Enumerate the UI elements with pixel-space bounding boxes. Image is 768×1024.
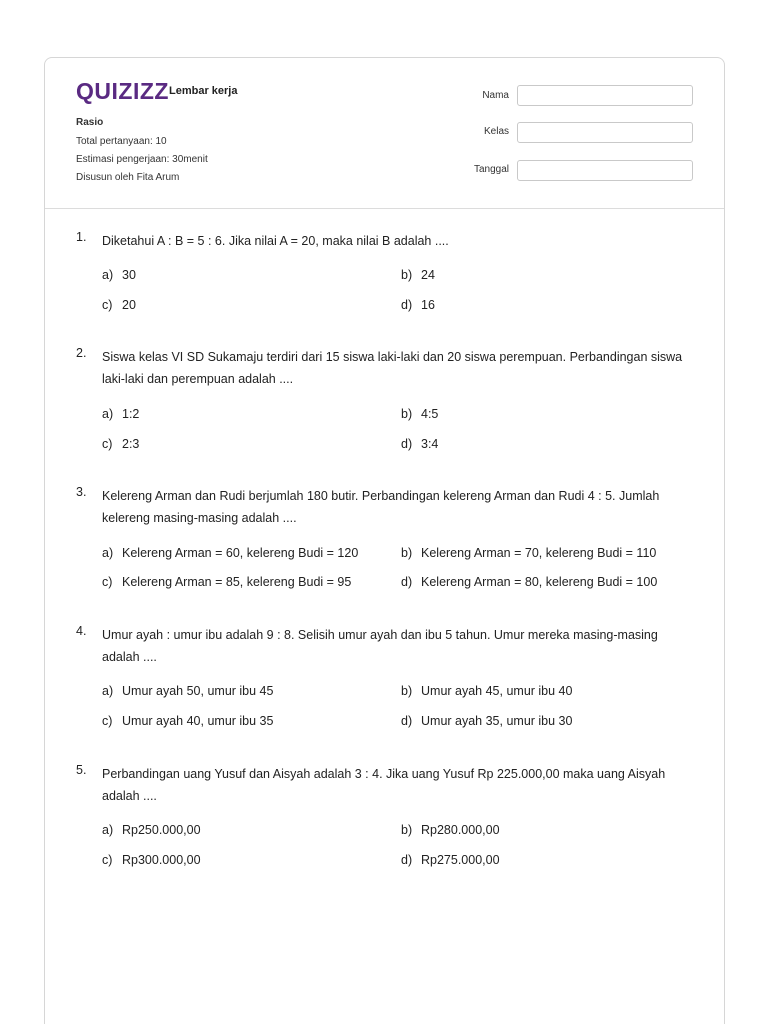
worksheet-header xyxy=(45,58,724,209)
option-3b[interactable] xyxy=(401,546,656,560)
option-text: Umur ayah 45, umur ibu 40 xyxy=(421,684,573,698)
option-letter: d) xyxy=(401,298,413,312)
option-text: Umur ayah 35, umur ibu 30 xyxy=(421,714,573,728)
option-text: 30 xyxy=(122,268,136,282)
question-number: 5. xyxy=(76,763,87,777)
option-letter: c) xyxy=(102,714,113,728)
option-letter: c) xyxy=(102,853,113,867)
option-text: 20 xyxy=(122,298,136,312)
question-text: Siswa kelas VI SD Sukamaju terdiri dari 15 siswa laki-laki dan 20 siswa perempuan. Perbandingan siswa laki-laki dan perempuan adalah .... xyxy=(102,350,683,386)
option-text: Kelereng Arman = 80, kelereng Budi = 100 xyxy=(421,575,658,589)
date-input[interactable] xyxy=(517,160,693,181)
option-3d[interactable] xyxy=(401,575,657,589)
option-letter: c) xyxy=(102,298,113,312)
total-questions: Total pertanyaan: 10 xyxy=(76,136,167,147)
option-text: 16 xyxy=(421,298,435,312)
option-1d[interactable] xyxy=(401,298,435,312)
option-letter: d) xyxy=(401,853,413,867)
option-letter: a) xyxy=(102,407,114,421)
option-1b[interactable] xyxy=(401,268,435,282)
option-5d[interactable] xyxy=(401,853,500,867)
option-2a[interactable] xyxy=(102,407,139,421)
worksheet-card xyxy=(44,57,725,1024)
question-text: Diketahui A : B = 5 : 6. Jika nilai A = 20, maka nilai B adalah .... xyxy=(102,234,449,248)
option-letter: b) xyxy=(401,546,413,560)
quizizz-logo: QUIZIZZ xyxy=(76,78,169,104)
option-text: 4:5 xyxy=(421,407,439,421)
option-2d[interactable] xyxy=(401,437,438,451)
option-text: Umur ayah 40, umur ibu 35 xyxy=(122,714,274,728)
option-letter: d) xyxy=(401,714,413,728)
name-input[interactable] xyxy=(517,85,693,106)
option-text: Rp300.000,00 xyxy=(122,853,201,867)
option-text: Umur ayah 50, umur ibu 45 xyxy=(122,684,274,698)
option-letter: b) xyxy=(401,407,413,421)
class-input[interactable] xyxy=(517,122,693,143)
question-number: 3. xyxy=(76,485,87,499)
option-letter: c) xyxy=(102,437,113,451)
option-letter: c) xyxy=(102,575,113,589)
date-label: Tanggal xyxy=(473,164,509,175)
option-letter: a) xyxy=(102,268,114,282)
question-text: Perbandingan uang Yusuf dan Aisyah adalah 3 : 4. Jika uang Yusuf Rp 225.000,00 maka uang Aisyah adalah .... xyxy=(102,767,666,803)
question-number: 4. xyxy=(76,624,87,638)
option-text: Kelereng Arman = 60, kelereng Budi = 120 xyxy=(122,546,359,560)
option-text: Rp250.000,00 xyxy=(122,823,201,837)
class-label: Kelas xyxy=(483,126,509,137)
option-letter: b) xyxy=(401,684,413,698)
option-text: 1:2 xyxy=(122,407,140,421)
option-letter: d) xyxy=(401,575,413,589)
option-1c[interactable] xyxy=(102,298,136,312)
option-text: Kelereng Arman = 70, kelereng Budi = 110 xyxy=(421,546,657,560)
option-2c[interactable] xyxy=(102,437,139,451)
option-text: Kelereng Arman = 85, kelereng Budi = 95 xyxy=(122,575,352,589)
option-text: 3:4 xyxy=(421,437,439,451)
option-4b[interactable] xyxy=(401,684,572,698)
option-letter: b) xyxy=(401,268,413,282)
option-5c[interactable] xyxy=(102,853,201,867)
option-letter: b) xyxy=(401,823,413,837)
option-4a[interactable] xyxy=(102,684,273,698)
worksheet-label: Lembar kerja xyxy=(169,85,238,97)
question-number: 2. xyxy=(76,346,87,360)
option-4c[interactable] xyxy=(102,714,273,728)
question-number: 1. xyxy=(76,230,87,244)
option-letter: a) xyxy=(102,546,114,560)
option-5b[interactable] xyxy=(401,823,500,837)
option-text: 24 xyxy=(421,268,435,282)
option-text: Rp280.000,00 xyxy=(421,823,500,837)
worksheet-title: Rasio xyxy=(76,117,104,128)
option-letter: a) xyxy=(102,684,114,698)
author: Disusun oleh Fita Arum xyxy=(76,172,180,183)
question-text: Umur ayah : umur ibu adalah 9 : 8. Selisih umur ayah dan ibu 5 tahun. Umur mereka masing-masing adalah .... xyxy=(102,628,658,664)
time-estimate: Estimasi pengerjaan: 30menit xyxy=(76,154,208,165)
option-1a[interactable] xyxy=(102,268,136,282)
option-2b[interactable] xyxy=(401,407,438,421)
option-5a[interactable] xyxy=(102,823,201,837)
option-3a[interactable] xyxy=(102,546,358,560)
name-label: Nama xyxy=(482,90,509,101)
option-letter: d) xyxy=(401,437,413,451)
question-text: Kelereng Arman dan Rudi berjumlah 180 butir. Perbandingan kelereng Arman dan Rudi 4 : 5. Jumlah kelereng masing-masing adalah .... xyxy=(102,489,660,525)
option-text: Rp275.000,00 xyxy=(421,853,500,867)
option-3c[interactable] xyxy=(102,575,351,589)
option-letter: a) xyxy=(102,823,114,837)
option-4d[interactable] xyxy=(401,714,572,728)
option-text: 2:3 xyxy=(122,437,140,451)
